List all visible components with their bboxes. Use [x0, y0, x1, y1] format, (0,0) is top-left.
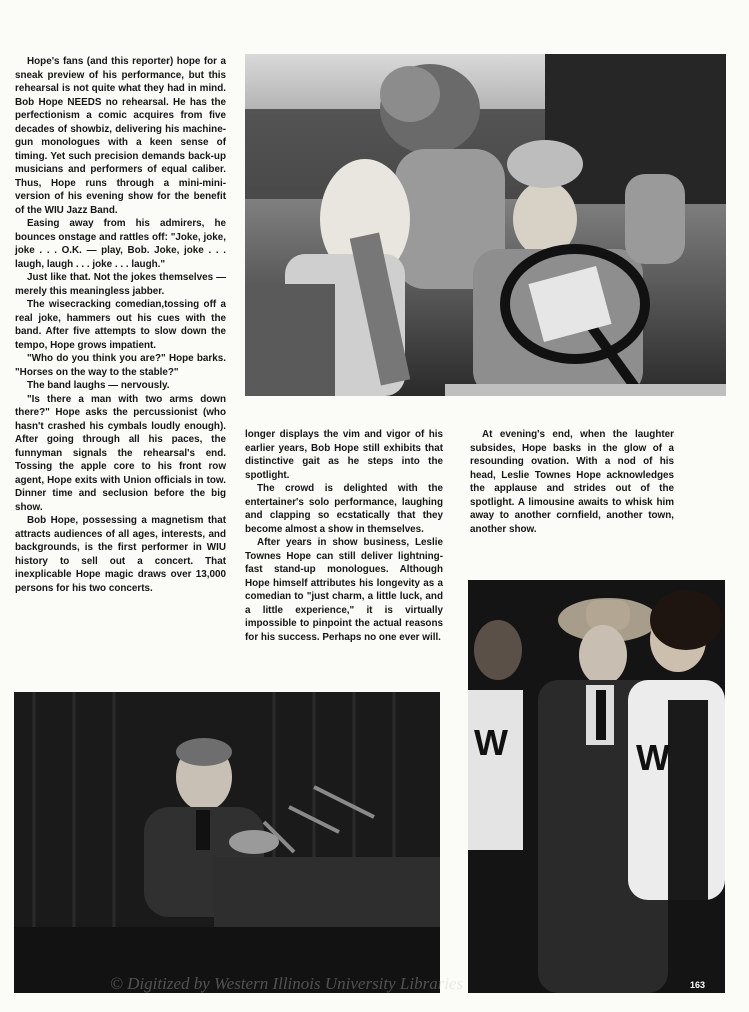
- paragraph: longer displays the vim and vigor of his earlier years, Bob Hope still exhibits that distinctive gait as he steps into the spotlight.: [245, 429, 443, 481]
- article-column-3: [470, 428, 674, 536]
- photo-hope-golf-cart: [245, 54, 726, 396]
- paragraph: The wisecracking comedian,tossing off a real joke, hammers out his cues with the band. After five attempts to slow down the tempo, Hope grows impatient.: [15, 299, 226, 351]
- paragraph: At evening's end, when the laughter subsides, Hope basks in the glow of a resounding ovation. With a nod of his head, Leslie Townes Hope acknowledges the applause and strides out of the spotlight. A limousine awaits to whisk him away to another cornfield, another town, another show.: [470, 429, 674, 535]
- paragraph: "Who do you think you are?" Hope barks. "Horses on the way to the stable?": [15, 353, 226, 378]
- photo-hope-press-conference-image: [14, 692, 440, 993]
- page-number: 163: [690, 980, 706, 990]
- paragraph: The band laughs — nervously.: [27, 380, 170, 391]
- watermark: © Digitized by Western Illinois University Libraries: [110, 974, 464, 993]
- shirt-letter-right: W: [636, 737, 670, 778]
- paragraph: Easing away from his admirers, he bounces onstage and rattles off: "Joke, joke, joke . . . O.K. — play, Bob. Joke, joke . . . laugh, laugh . . . joke . . . laugh.": [15, 218, 226, 270]
- paragraph: After years in show business, Leslie Townes Hope can still deliver lightning-fast stand-up monologues. Although Hope himself attributes his longevity as a comedian to "just charm, a little luck, and a little experience," it is virtually impossible to pinpoint the actual reasons for his success. Perhaps no one ever will.: [245, 537, 443, 643]
- photo-hope-cheerleaders-image: [468, 580, 725, 993]
- paragraph: The crowd is delighted with the entertainer's solo performance, laughing and clapping so ecstatically that they become almost a show in themselves.: [245, 483, 443, 535]
- paragraph: Just like that. Not the jokes themselves — merely this meaningless jabber.: [15, 272, 226, 297]
- article-column-1: [15, 55, 226, 595]
- shirt-letter-left: W: [474, 722, 508, 763]
- photo-hope-press-conference: [14, 692, 440, 993]
- paragraph: "Is there a man with two arms down there?" Hope asks the percussionist (who hasn't crashed his cymbals loudly enough). After going through all his paces, the funnyman signals the rehearsal's end. Tossing the apple core to his front row agent, Hope exits with Union officials in tow. Dinner time and seclusion before the big show.: [15, 393, 226, 513]
- paragraph: Hope's fans (and this reporter) hope for a sneak preview of his performance, but this rehearsal is not quite what they had in mind. Bob Hope NEEDS no rehearsal. He has the perfectionism a comic acquires from five decades of showbiz, delivering his machine-gun monologues with a keen sense of timing. Yet such precision demands back-up musicians and performers of equal caliber. Thus, Hope runs through a mini-mini-version of his evening show for the benefit of the WIU Jazz Band.: [15, 56, 226, 216]
- paragraph: Bob Hope, possessing a magnetism that attracts audiences of all ages, interests, and backgrounds, is the first performer in WIU history to sell out a concert. That inexplicable Hope magic draws over 13,000 persons for his two concerts.: [15, 515, 226, 594]
- article-column-2: [245, 428, 443, 644]
- photo-hope-cheerleaders: [468, 580, 725, 993]
- photo-hope-golf-cart-image: [245, 54, 726, 396]
